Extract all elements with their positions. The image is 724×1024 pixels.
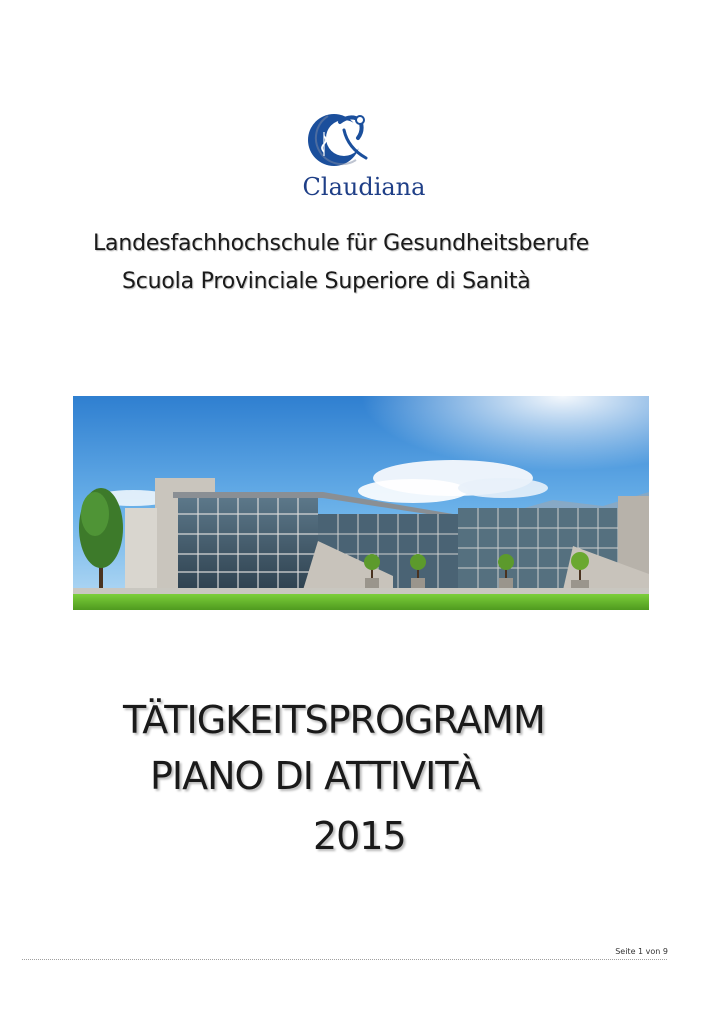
institution-name-de: Landesfachhochschule für Gesundheitsberufe	[93, 231, 590, 256]
campus-building-photo	[73, 396, 649, 610]
institution-name-it: Scuola Provinciale Superiore di Sanità	[122, 269, 531, 294]
claudiana-logo	[294, 108, 434, 204]
document-title-it: PIANO DI ATTIVITÀ	[150, 754, 480, 798]
document-year: 2015	[313, 814, 406, 858]
document-title-de: TÄTIGKEITSPROGRAMM	[123, 698, 545, 742]
logo-text: Claudiana	[302, 173, 426, 201]
footer-divider	[22, 959, 667, 960]
page-number: Seite 1 von 9	[615, 947, 668, 956]
claudiana-logo-icon	[308, 114, 366, 166]
